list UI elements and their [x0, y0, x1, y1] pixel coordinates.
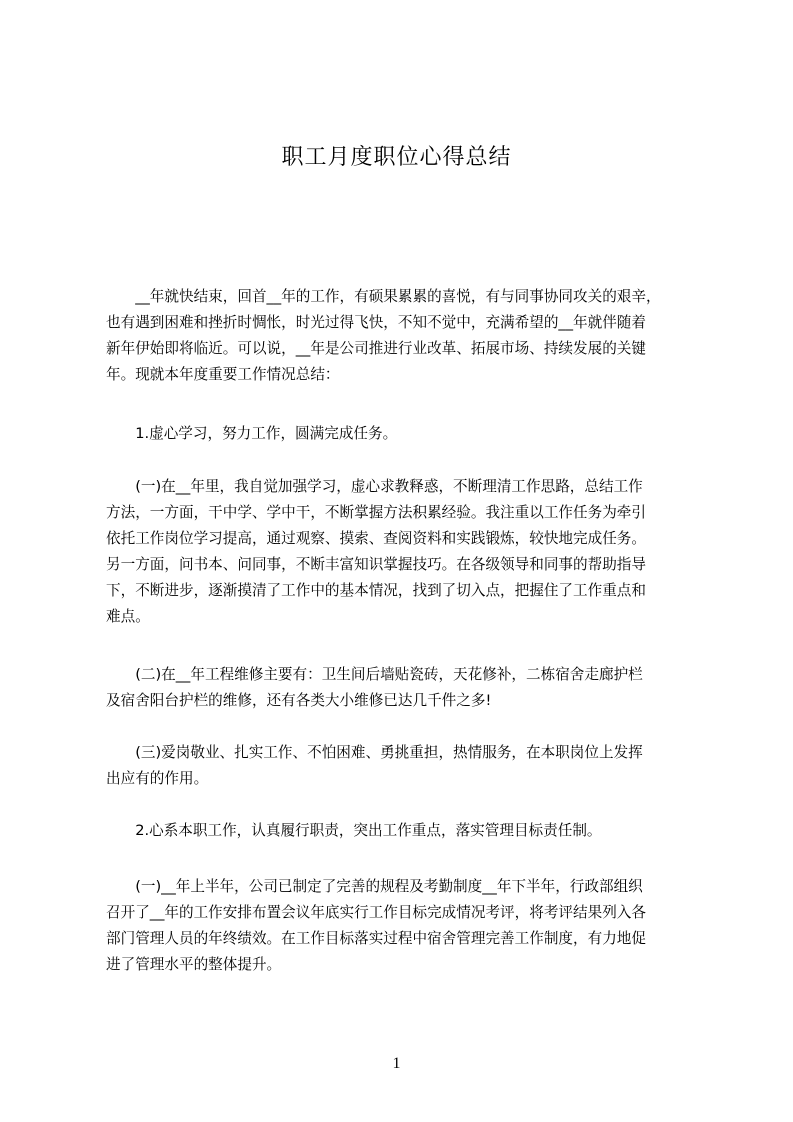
- text-line: __年就快结束，回首__年的工作，有硕果累累的喜悦，有与同事协同攻关的艰辛，: [106, 288, 661, 305]
- text-line: 方法，一方面，干中学、学中干，不断掌握方法积累经验。我注重以工作任务为牵引: [106, 504, 646, 521]
- document-title: 职工月度职位心得总结: [281, 145, 512, 170]
- text-line: 2.心系本职工作，认真履行职责，突出工作重点，落实管理目标责任制。: [106, 822, 602, 839]
- text-line: (二)在__年工程维修主要有：卫生间后墙贴瓷砖，天花修补，二栋宿舍走廊护栏: [106, 666, 643, 683]
- text-line: 也有遇到困难和挫折时惆怅，时光过得飞快，不知不觉中，充满希望的__年就伴随着: [106, 314, 646, 331]
- section-heading-1: [106, 421, 706, 447]
- page-number: 1: [392, 1055, 401, 1072]
- text-line: 年。现就本年度重要工作情况总结：: [106, 366, 340, 383]
- text-line: 依托工作岗位学习提高，通过观察、摸索、查阅资料和实践锻炼，较快地完成任务。: [106, 530, 646, 547]
- text-line: (三)爱岗敬业、扎实工作、不怕困难、勇挑重担，热情服务，在本职岗位上发挥: [106, 744, 643, 761]
- paragraph-1-1: [106, 474, 706, 630]
- text-line: 进了管理水平的整体提升。: [106, 956, 282, 973]
- paragraph-2-1: [106, 874, 706, 978]
- text-line: 部门管理人员的年终绩效。在工作目标落实过程中宿舍管理完善工作制度，有力地促: [106, 930, 646, 947]
- text-line: 出应有的作用。: [106, 770, 209, 787]
- text-line: 下，不断进步，逐渐摸清了工作中的基本情况，找到了切入点，把握住了工作重点和: [106, 582, 646, 599]
- paragraph-intro: [106, 284, 706, 388]
- paragraph-1-2: [106, 662, 706, 714]
- text-line: 难点。: [106, 608, 150, 625]
- text-line: 另一方面，问书本、问同事，不断丰富知识掌握技巧。在各级领导和同事的帮助指导: [106, 556, 646, 573]
- text-line: 新年伊始即将临近。可以说，__年是公司推进行业改革、拓展市场、持续发展的关键: [106, 340, 646, 357]
- paragraph-1-3: [106, 740, 706, 792]
- text-line: 及宿舍阳台护栏的维修，还有各类大小维修已达几千件之多!: [106, 692, 492, 709]
- section-heading-2: [106, 818, 706, 844]
- text-line: (一)在__年里，我自觉加强学习，虚心求教释惑，不断理清工作思路，总结工作: [106, 478, 643, 495]
- text-line: 召开了__年的工作安排布置会议年底实行工作目标完成情况考评，将考评结果列入各: [106, 904, 646, 921]
- text-line: (一)__年上半年，公司已制定了完善的规程及考勤制度__年下半年，行政部组织: [106, 878, 643, 895]
- text-line: 1.虚心学习，努力工作，圆满完成任务。: [106, 425, 398, 442]
